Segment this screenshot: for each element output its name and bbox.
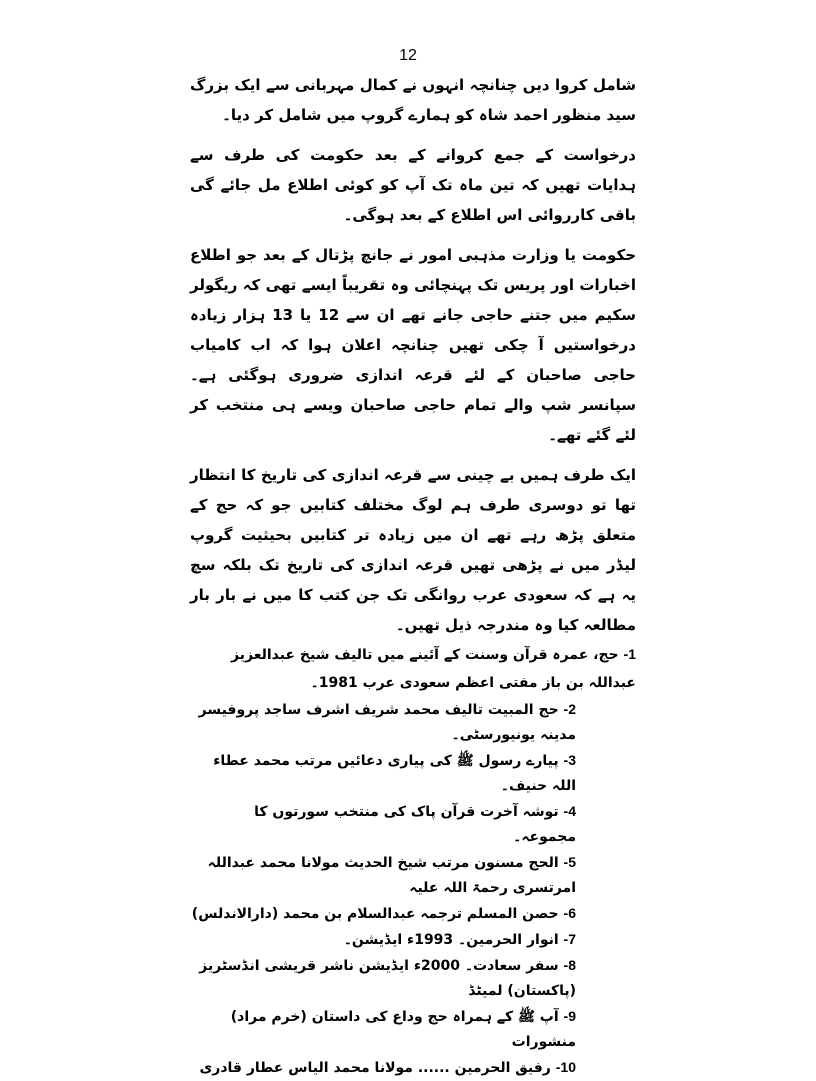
list-item — [190, 901, 636, 927]
list-item-number: 6- — [563, 905, 576, 921]
list-item-text: پیارے رسول ﷺ کی پیاری دعائیں مرتب محمد عطاء اللہ حنیف۔ — [213, 753, 576, 794]
list-item — [190, 850, 636, 901]
list-item-number: 8- — [563, 957, 576, 973]
book-list — [190, 640, 636, 1081]
list-item-number: 4- — [563, 803, 576, 819]
list-item — [190, 1004, 636, 1055]
list-item-text: حج المبیت تالیف محمد شریف اشرف ساجد پروفیسر مدینہ یونیورسٹی۔ — [198, 702, 576, 743]
page-number: 12 — [399, 47, 417, 64]
paragraph-application: درخواست کے جمع کروانے کے بعد حکومت کی طرف سے ہدایات تھیں کہ تین ماہ تک آپ کو کوئی اطلاع مل جائے گی باقی کارروائی اس اطلاع کے بعد ہوگی۔ — [190, 146, 636, 224]
paragraph-government: حکومت یا وزارت مذہبی امور نے جانچ پڑتال کے بعد جو اطلاع اخبارات اور پریس تک پہنچائی وہ تقریباً ایسے تھی کہ ریگولر سکیم میں جتنے حاجی جانے تھے ان سے 12 یا 13 ہزار زیادہ درخواستیں آ چکی تھیں چنانچہ اعلان ہوا کہ اب کامیاب حاجی صاحبان کے لئے قرعہ اندازی ضروری ہوگئی ہے۔ سپانسر شپ والے تمام حاجی صاحبان ویسے ہی منتخب کر لئے گئے تھے۔ — [190, 246, 636, 444]
list-item-text: آپ ﷺ کے ہمراہ حج وداع کی داستان (خرم مراد) منشورات — [230, 1009, 576, 1050]
list-item-number: 2- — [563, 701, 576, 717]
list-item-number: 9- — [563, 1008, 576, 1024]
list-item-text: سفر سعادت۔ 2000ء ایڈیشن ناشر قریشی انڈسٹریز (پاکستان) لمیٹڈ — [199, 958, 576, 999]
list-item-number: 5- — [563, 854, 576, 870]
list-item-number: 7- — [563, 931, 576, 947]
list-item-text: حج، عمرہ قرآن وسنت کے آئینے میں تالیف شیخ عبدالعزیز عبداللہ بن باز مفتی اعظم سعودی عرب 1981۔ — [231, 647, 636, 691]
list-item-number: 1- — [623, 646, 636, 662]
list-item-text: توشہ آخرت قرآن پاک کی منتخب سورتوں کا مجموعہ۔ — [254, 804, 576, 845]
list-item — [190, 748, 636, 799]
list-item-text: رفیق الحرمین ...... مولانا محمد الیاس عطار قادری — [199, 1060, 551, 1076]
list-item — [190, 927, 636, 953]
list-item — [190, 953, 636, 1004]
list-item — [190, 1055, 636, 1081]
list-item-text: انوار الحرمین۔ 1993ء ایڈیشن۔ — [343, 932, 559, 948]
list-item — [190, 697, 636, 748]
list-item — [190, 799, 636, 850]
paragraph-books-intro: ایک طرف ہمیں بے چینی سے قرعہ اندازی کی تاریخ کا انتظار تھا تو دوسری طرف ہم لوگ مختلف کتابیں جو کہ حج کے متعلق پڑھ رہے تھے ان میں زیادہ تر کتابیں بحیثیت گروپ لیڈر میں نے پڑھی تھیں قرعہ اندازی کی تاریخ تک بلکہ سچ یہ ہے کہ سعودی عرب روانگی تک جن کتب کا میں نے بار بار مطالعہ کیا وہ مندرجہ ذیل تھیں۔ — [190, 466, 636, 634]
list-item-text: حصن المسلم ترجمہ عبدالسلام بن محمد (دارالاندلس) — [191, 906, 559, 922]
list-item-number: 10- — [555, 1059, 576, 1075]
list-item-text: الحج مسنون مرتب شیخ الحدیث مولانا محمد عبداللہ امرتسری رحمۃ اللہ علیہ — [207, 855, 576, 896]
paragraph-intro: شامل کروا دیں چنانچہ انہوں نے کمال مہربانی سے ایک بزرگ سید منظور احمد شاہ کو ہمارے گروپ میں شامل کر دیا۔ — [190, 76, 636, 124]
list-item — [190, 640, 636, 697]
page-body — [190, 70, 636, 1081]
list-item-number: 3- — [563, 752, 576, 768]
